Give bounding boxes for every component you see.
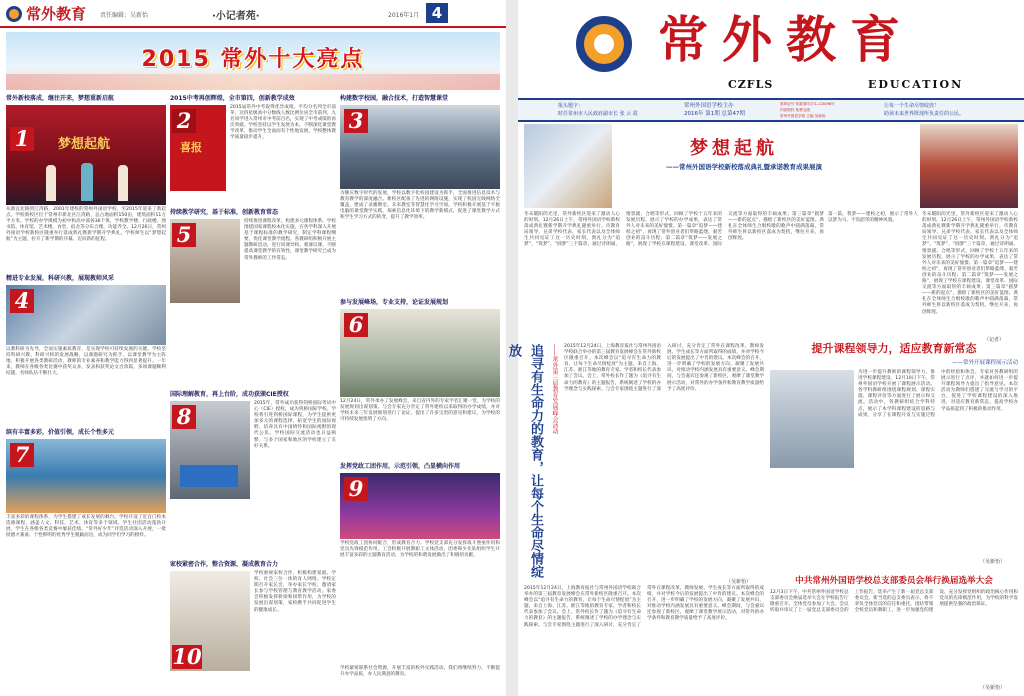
highlights-banner [6, 32, 500, 90]
item-10 [170, 560, 336, 695]
article-4-text: 12月3日下午，中共常州外国语学校总支部委员会换届选举大会在学校报告厅隆重召开。全体党员参加了大会。会议听取并审议了上一届党总支部委员会的工作报告，选举产生了新一届党总支部委员会。新当选的总支委员表示，将不辜负全体党员的信任和重托，团结带领全校党员和教职工，进一步加强党的建设，充分发挥党组织的政治核心作用和党员的先锋模范作用，为学校的科学发展提供坚强的政治保证。 [770, 590, 1018, 614]
article-1-title: 梦想起航 [690, 138, 778, 159]
item-7-text: 丰富多彩的课程体系，为学生搭建了成长发展的舞台。学校开设了近百门校本选修课程，涵盖人文、科技、艺术、体育等多个领域。学生社团活动蓬勃开展，学生在各级各类竞赛中屡获佳绩。“常外好少年”评选活动深入开展，一批批德才兼备、个性鲜明的优秀学生脱颖而出，成为同学们学习的榜样。 [6, 515, 166, 539]
article-3-title: 提升课程领导力，适应教育新常态 [811, 342, 977, 355]
item-1-text: 从新宜北路到江湾路，2001年建校的常州外国语学校，至2015年迎来了新起点。学校新校区位于常州市新北区江湾路，总占地面积150亩，建筑面积11万平方米。学校的办学规模为初中和高中部各36个班，学校教学楼、行政楼、图书馆、体育馆、艺术楼、食堂、宿舍等分布合理，功能齐全。12月26日，常州外国语学校新校区隆重举行落成典礼暨新学期开学典礼，学校师生以“梦想起航”为主题，拉开了新学期的序幕，迈向新的征程。 [6, 207, 166, 243]
item-4-photo [6, 285, 166, 345]
header-section: ·小记者苑· [212, 11, 260, 22]
slogan: 让每一个生命尽情绽放！ 助孩未来世界既现所负责任的公民。 [884, 103, 965, 117]
performer-figure [46, 165, 56, 201]
item-10-photo [170, 571, 250, 671]
item-8-heading: 国际理解教育，再上台阶，成功获颁CIE授权 [170, 391, 289, 398]
summit-vertical-subtitle: ——常外第三届教育发展峰会活动 [551, 344, 558, 434]
item-4 [6, 274, 166, 423]
item-8-text: 2015年，常外成功获得剑桥国际考试中心（CIE）授权，成为剑桥国际学校。学校将引进剑桥国际课程，为学生提供更加多元的课程选择，拓宽学生的国际视野，培养具有中国情怀和国际视野的现代公民。学校国际交流活动也日益频繁，与多个国家和地区的学校建立了友好关系。 [254, 401, 336, 449]
item-6-number-badge: 6 [344, 313, 368, 337]
item-2-photo-caption: 喜报 [180, 141, 202, 154]
item-1 [6, 94, 166, 277]
info-center: 常州外国语学校主办 2016年 第1期 总第47期 [684, 103, 745, 117]
item-10-heading: 家校紧密合作，整合资源，凝成教育合力 [170, 561, 279, 568]
item-8 [170, 390, 336, 565]
performer-figure [118, 165, 128, 201]
item-7-photo [6, 439, 166, 513]
item-5-number-badge: 5 [172, 223, 196, 247]
item-4-number-badge: 4 [10, 289, 34, 313]
left-bottom-text: 学校紧密联系社会资源，开展丰富的校外实践活动。我们将继续努力，不断提升办学品质，办人民满意的教育。 [340, 666, 500, 678]
article-3-photo [770, 370, 854, 468]
article-3-subtitle: ——常外开展课程展示活动 [951, 360, 1018, 366]
item-4-text: 以教科研为先导，全面实施素质教育，是实现学校可持续发展的关键。学校坚持科研兴教、科研兴校的发展战略，以课题研究为抓手，以课堂教学为主阵地，积极开展各类教研活动，教师的专业素养和教学能力得到显著提升。一年来，教师在各级各类比赛中获奖众多，发表和获奖论文百余篇，多项课题顺利结题，名师队伍不断壮大。 [6, 347, 166, 377]
item-5 [170, 208, 336, 389]
item-10-text: 学校重视家校合作，积极构建家庭、学校、社会三位一体的育人网络。学校定期召开家长会，举办家长学校，邀请家长参与学校管理与教育教学活动。家委会积极发挥桥梁和纽带作用，为学校的发展出谋划策，家校携手共同促进学生的健康成长。 [254, 571, 336, 613]
item-1-photo [6, 105, 166, 205]
item-2-number-badge: 2 [172, 109, 196, 133]
info-left: 报头题字： 时任常州市人民政府副市长 张 云 霞 [558, 103, 638, 117]
header-date: 2016年1月 [388, 12, 420, 19]
article-4-title: 中共常州外国语学校总支部委员会举行换届选举大会 [795, 576, 993, 586]
masthead [518, 0, 1024, 98]
item-9-photo [340, 473, 500, 539]
item-4-heading: 精进专业发展，科研兴教，展现教师风采 [6, 275, 115, 282]
item-1-heading: 常外新校落成，继往开来，梦想重新启航 [6, 95, 115, 102]
item-8-photo [170, 401, 250, 499]
item-9-number-badge: 9 [344, 477, 368, 501]
item-9-heading: 发挥党政工团作用，示范引领，凸显横向作用 [340, 463, 461, 470]
item-3-number-badge: 3 [344, 109, 368, 133]
banner-title: 2015 常外十大亮点 [141, 47, 365, 72]
header-editor: 责任编辑：吴新怡 [100, 12, 149, 19]
newspaper-page-4 [0, 0, 506, 696]
item-5-heading: 持续教学研究，基于标准，创新教育常态 [170, 209, 279, 216]
header-masthead: 常外教育 [26, 5, 87, 23]
item-6-text: 12月24日，常外承办了发展峰会，来自省内外的专家学者汇聚一堂，为学校的发展规划出谋划策。与会专家充分肯定了常外建校以来取得的办学成绩，并对学校未来三年发展规划进行了论证，提出了许多宝贵的意见和建议，为学校的可持续发展指明了方向。 [340, 399, 500, 423]
article-3-text: 为进一步提升教师的课程领导力，推进学校课程建设，12月10日下午，常州外国语学校开展了课程展示活动。各学科教研组围绕课程规划、课程实施、课程评价等方面进行了展示和交流。活动中，各教研组结合学科特点，展示了本学科课程建设的思路与成果，分享了在课程开发与实施过程中的经验和体会。专家对各教研组的展示进行了点评，并就如何进一步提升课程领导力提出了指导意见。本次活动为教师们搭建了交流与学习的平台，促进了学校课程建设的深入推进，对适应教育新常态、提高学校办学品质起到了积极的推动作用。 [858, 370, 1018, 418]
item-2-heading: 2015中考再创辉煌，全市第四，创新教学成效 [170, 95, 295, 102]
article-2-author: （吴新怡） [726, 579, 752, 585]
item-1-number-badge: 1 [10, 127, 34, 151]
masthead-en-left: CZFLS [728, 78, 774, 91]
info-bar [518, 98, 1024, 122]
item-5-text: 持续推进课程改革，构建多元课程体系。学校围绕国家课程校本化实施，在各学科深入开展基于课程标准的教学研究，制定学科课程纲要，优化课堂教学流程。各教研组积极开展主题教研活动，进行同课异构、观课议课，不断提高课堂教学的有效性，课堂教学研究已成为常外教师的工作常态。 [244, 219, 336, 261]
item-3-heading: 构建数字校园，融合技术，打造智慧课堂 [340, 95, 449, 102]
page-header [0, 0, 506, 28]
header-logo-icon [6, 6, 22, 22]
item-2-text: 2015届常外中考取得优异成绩，平均分名列全市前茅，达四星级高中分数线人数比例位居全市前列。九名同学进入常州市中考前百名，实现了中考成绩的再次突破。学校坚持以学生发展为本，不断深化课堂教学改革，推动学生全面而有个性地发展，学校整体教学质量稳步提升。 [230, 105, 336, 141]
item-3 [340, 94, 500, 297]
item-3-text: 为顺应数字时代的发展，学校以数字化校园建设为抓手，全面推进信息技术与教育教学的深度融合。新校区配备了先进的网络设施，实现了校园无线网络全覆盖，建成了录播教室、未来教室等智慧化学习空间。学校积极开展基于平板电脑的课堂教学实践，探索信息化环境下的教学新模式，促进了课堂教学方式和学生学习方式的转变，提升了教学效率。 [340, 191, 500, 221]
article-4-author: （吴新怡） [980, 685, 1006, 691]
item-8-number-badge: 8 [172, 405, 196, 429]
summit-vertical-title: 追寻有生命力的教育，让每个生命尽情绽放 [506, 344, 543, 578]
item-7-heading: 缤有丰富多彩，价值引领，成长个性多元 [6, 429, 115, 436]
article-1-photo [524, 124, 612, 208]
item-6-photo [340, 309, 500, 397]
article-1-text-right: 冬末暖阳的光里，常外新校区迎来了激动人心的时刻。12月26日上午，常州外国语学校新校落成典礼暨新学期开学典礼隆重举行。市教育局领导、兄弟学校代表、家长代表以及全体师生共同见证了这一历史时刻。典礼分为“追梦”、“筑梦”、“圆梦”三个篇章，通过诗朗诵、情景剧、合唱等形式，回顾了学校十五年来的发展历程，展示了学校的办学成果，表达了常外人对未来的美好憧憬。第一篇章“追梦——建校之初”，再现了常外创业者们筚路蓝缕、艰苦创业的奋斗历程；第二篇章“筑梦——发展之路”，展现了学校在课程建设、课堂改革、国际交流等方面取得的丰硕成果；第三篇章“圆梦——新的起点”，描绘了新校区的美好蓝图。典礼在全体师生合唱校歌的歌声中圆满落幕，常外师生将以新校区落成为契机，继往开来，再创辉煌。 [922, 212, 1018, 315]
item-6 [340, 298, 500, 459]
item-5-photo [170, 219, 240, 303]
item-9-text: 学校党政工团协同配合，形成教育合力。学校党支部充分发挥战斗堡垒作用和党员先锋模范作用，工会积极开展教职工文体活动，团委和少先队组织学生开展丰富多彩的主题教育活动，为学校的和谐发展做出了积极的贡献。 [340, 541, 500, 559]
masthead-title: 常外教育 [658, 10, 914, 69]
article-1-text: 冬末暖阳的光里，常外新校区迎来了激动人心的时刻。12月26日上午，常州外国语学校新校落成典礼暨新学期开学典礼隆重举行。市教育局领导、兄弟学校代表、家长代表以及全体师生共同见证了这一历史时刻。典礼分为“追梦”、“筑梦”、“圆梦”三个篇章，通过诗朗诵、情景剧、合唱等形式，回顾了学校十五年来的发展历程，展示了学校的办学成果，表达了常外人对未来的美好憧憬。第一篇章“追梦——建校之初”，再现了常外创业者们筚路蓝缕、艰苦创业的奋斗历程；第二篇章“筑梦——发展之路”，展现了学校在课程建设、课堂改革、国际交流等方面取得的丰硕成果；第三篇章“圆梦——新的起点”，描绘了新校区的美好蓝图。典礼在全体师生合唱校歌的歌声中圆满落幕，常外师生将以新校区落成为契机，继往开来，再创辉煌。 [524, 212, 824, 248]
item-7-number-badge: 7 [10, 443, 34, 467]
school-logo-icon [576, 16, 632, 72]
page-number: 4 [426, 3, 448, 23]
article-2-bottom-text: 2015年12月24日，上海教育报社与常州外国语学校联合举办的第三届教育发展峰会在常外新校区隆重召开。本次峰会以“追寻有生命力的教育，让每个生命尽情绽放”为主题，来自上海、江苏、浙江等地的教育专家、学者和校长代表参加了会议。会上，常外校长作了题为《追寻有生命力的教育》的主题报告，系统阐述了学校的办学理念与实践探索。与会专家围绕主题进行了深入研讨，充分肯定了常外在课程改革、教师发展、学生成长等方面所取得的成绩，并对学校今后的发展提出了中肯的建议。本次峰会的召开，进一步明确了学校的发展方向，凝聚了发展共识，对推动学校内涵发展具有重要意义。峰会期间，与会嘉宾还参观了新校区，观摩了课堂教学展示活动，对常外的办学条件和教育教学质量给予了高度评价。 [524, 586, 764, 628]
newspaper-front-page [506, 0, 1024, 696]
article-1-subtitle: ——常州外国语学校新校落成典礼暨承诺教育成果展演 [666, 163, 822, 171]
masthead-en-right: EDUCATION [868, 78, 964, 91]
article-1-author: （记者） [984, 337, 1005, 343]
article-1-photo-stage [920, 124, 1018, 208]
cambridge-sign [180, 465, 238, 487]
info-small: 准印证号 常新准印字3—C0098号 内部资料 免费交流 常州外国语学校 主编 吴新怡 [780, 102, 835, 118]
item-2 [170, 94, 336, 201]
item-3-photo [340, 105, 500, 189]
item-10-number-badge: 10 [172, 644, 202, 669]
item-1-photo-caption: 梦想起航 [58, 137, 111, 152]
article-3-author: （吴新怡） [980, 559, 1006, 565]
item-9 [340, 462, 500, 651]
article-2-text: 2015年12月24日，上海教育报社与常州外国语学校联合举办的第三届教育发展峰会在常外新校区隆重召开。本次峰会以“追寻有生命力的教育，让每个生命尽情绽放”为主题，来自上海、江苏、浙江等地的教育专家、学者和校长代表参加了会议。会上，常外校长作了题为《追寻有生命力的教育》的主题报告，系统阐述了学校的办学理念与实践探索。与会专家围绕主题进行了深入研讨，充分肯定了常外在课程改革、教师发展、学生成长等方面所取得的成绩，并对学校今后的发展提出了中肯的建议。本次峰会的召开，进一步明确了学校的发展方向，凝聚了发展共识，对推动学校内涵发展具有重要意义。峰会期间，与会嘉宾还参观了新校区，观摩了课堂教学展示活动，对常外的办学条件和教育教学质量给予了高度评价。 [564, 344, 764, 392]
performer-figure [81, 163, 93, 201]
banner-decoration [6, 74, 500, 90]
item-7 [6, 428, 166, 655]
item-2-photo [170, 105, 226, 191]
item-6-heading: 参与发展峰场，专业支持，论证发展规划 [340, 299, 449, 306]
article-1-text-cont: 第一篇，我梦——建校之初，展示了常外人以梦为马、不负韶华的精神风貌。 [828, 212, 918, 224]
